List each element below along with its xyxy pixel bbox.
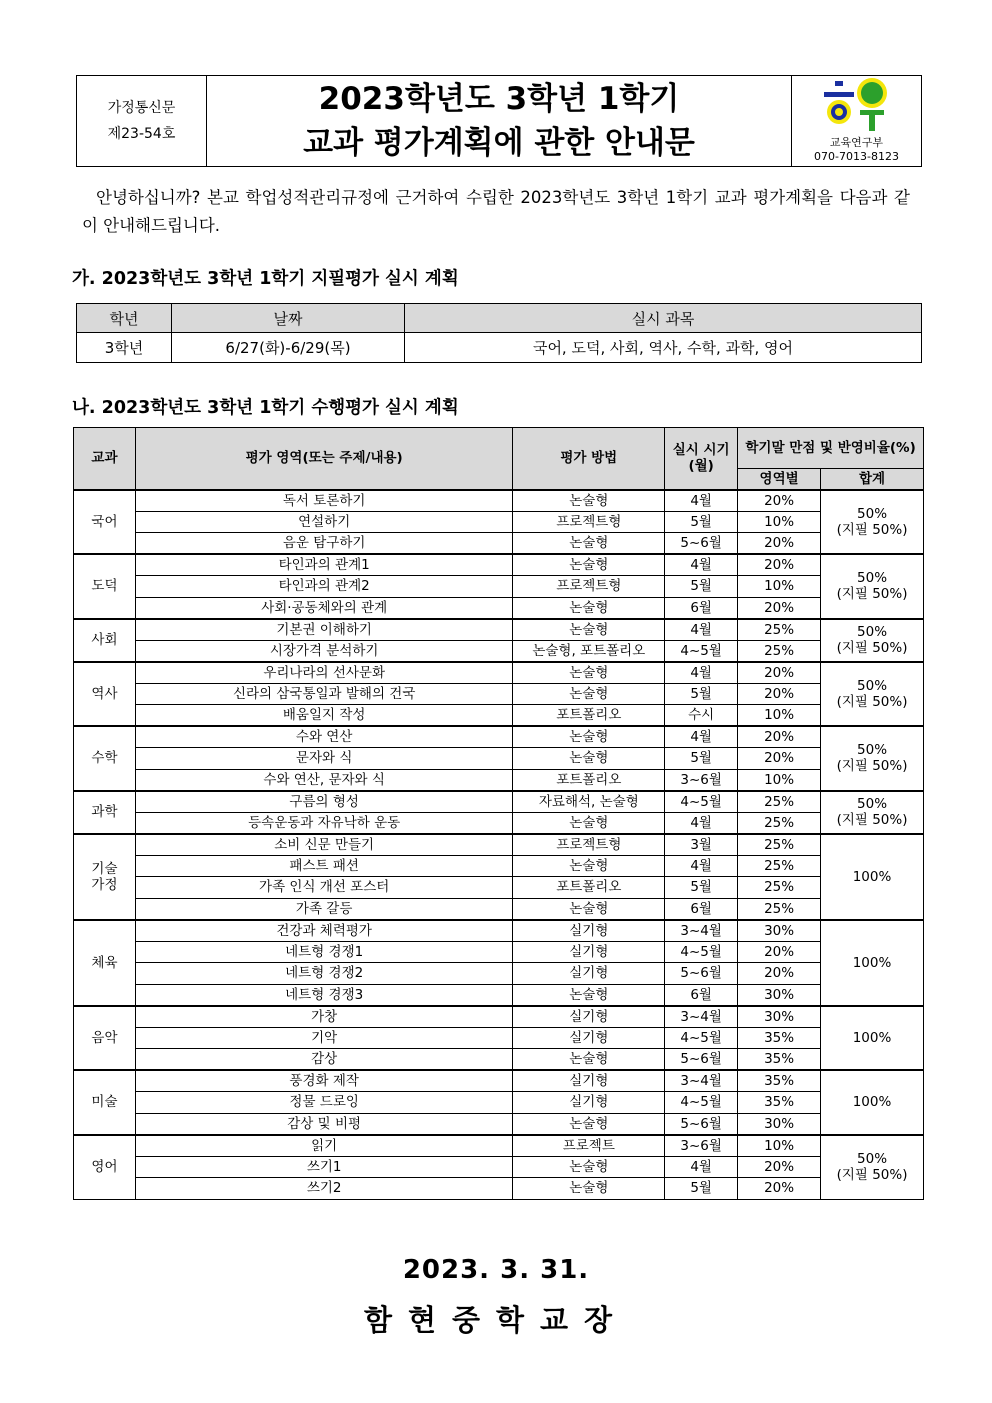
total-cell: [821, 791, 924, 834]
percent-cell: 20%: [738, 533, 821, 555]
area-cell: 네트형 경쟁3: [135, 984, 512, 1006]
column-header: 실시 과목: [405, 304, 922, 333]
area-cell: 기본권 이해하기: [135, 619, 512, 641]
total-cell: [821, 1006, 924, 1071]
total-note: (지필 50%): [836, 758, 908, 775]
total-value: 50%: [857, 624, 888, 640]
section-b-title: 나. 2023학년도 3학년 1학기 수행평가 실시 계획: [72, 398, 459, 418]
area-cell: 네트형 경쟁1: [135, 941, 512, 963]
page-title-line2: 교과 평가계획에 관한 안내문: [303, 125, 695, 161]
subject-name-cell: 과학: [74, 791, 136, 834]
percent-cell: 20%: [738, 597, 821, 619]
subjects-cell: 국어, 도덕, 사회, 역사, 수학, 과학, 영어: [405, 333, 922, 363]
method-cell: 논술형: [513, 748, 665, 770]
method-cell: 논술형: [513, 726, 665, 748]
subject-group: [74, 834, 924, 920]
area-cell: 가창: [135, 1006, 512, 1028]
newsletter-label: 가정통신문: [107, 100, 176, 116]
method-cell: 논술형: [513, 984, 665, 1006]
table-row: [74, 683, 924, 705]
method-cell: 논술형: [513, 683, 665, 705]
method-cell: 프로젝트형: [513, 576, 665, 598]
method-cell: 포트폴리오: [513, 877, 665, 899]
grade-cell: 3학년: [77, 333, 172, 363]
principal-signature: 함현중학교장: [363, 1303, 629, 1337]
total-cell: [821, 1135, 924, 1200]
table-row: [74, 963, 924, 985]
intro-paragraph: 안녕하십니까? 본교 학업성적관리규정에 근거하여 수립한 2023학년도 3학년 1학기 교과 평가계획을 다음과 같이 안내해드립니다.: [82, 188, 910, 235]
total-cell: [821, 726, 924, 791]
method-cell: 실기형: [513, 1092, 665, 1114]
percent-cell: 10%: [738, 769, 821, 791]
method-cell: 실기형: [513, 963, 665, 985]
page-title-line1: 2023학년도 3학년 1학기: [318, 81, 680, 117]
percent-cell: 20%: [738, 662, 821, 684]
area-cell: 쓰기2: [135, 1178, 512, 1200]
column-header: 학년: [77, 304, 172, 333]
method-cell: 실기형: [513, 1027, 665, 1049]
area-cell: 타인과의 관계2: [135, 576, 512, 598]
period-cell: 5월: [665, 877, 738, 899]
area-cell: 문자와 식: [135, 748, 512, 770]
table-row: [74, 597, 924, 619]
total-value: 100%: [852, 1094, 892, 1111]
percent-cell: 30%: [738, 1113, 821, 1135]
method-cell: 논술형: [513, 898, 665, 920]
table-row: [74, 726, 924, 748]
subject-group: [74, 619, 924, 662]
total-note: (지필 50%): [836, 1167, 908, 1183]
method-cell: 논술형: [513, 662, 665, 684]
period-cell: 4월: [665, 662, 738, 684]
percent-cell: 25%: [738, 812, 821, 834]
method-cell: 자료해석, 논술형: [513, 791, 665, 813]
area-cell: 사회·공동체와의 관계: [135, 597, 512, 619]
percent-cell: 10%: [738, 705, 821, 727]
subject-group: [74, 1135, 924, 1200]
subject-group: [74, 490, 924, 555]
subject-name-cell: 역사: [74, 662, 136, 727]
table-row: [74, 533, 924, 555]
area-cell: 감상: [135, 1049, 512, 1071]
total-value: 50%: [857, 742, 888, 759]
area-cell: 등속운동과 자유낙하 운동: [135, 812, 512, 834]
period-cell: 4~5월: [665, 791, 738, 813]
period-cell: 5~6월: [665, 963, 738, 985]
area-cell: 연설하기: [135, 511, 512, 533]
percent-cell: 30%: [738, 920, 821, 942]
percent-cell: 25%: [738, 855, 821, 877]
total-value: 50%: [857, 677, 888, 694]
table-row: [74, 920, 924, 942]
subject-group: [74, 1070, 924, 1135]
period-cell: 4월: [665, 490, 738, 512]
total-note: (지필 50%): [836, 693, 908, 710]
percent-cell: 25%: [738, 898, 821, 920]
period-cell: 5월: [665, 511, 738, 533]
total-cell: [821, 662, 924, 727]
area-cell: 음운 탐구하기: [135, 533, 512, 555]
written-exam-table: [76, 303, 922, 363]
percent-cell: 35%: [738, 1049, 821, 1071]
percent-cell: 35%: [738, 1092, 821, 1114]
table-row: [74, 554, 924, 576]
section-a-title: 가. 2023학년도 3학년 1학기 지필평가 실시 계획: [72, 269, 459, 289]
method-cell: 논술형: [513, 1178, 665, 1200]
percent-cell: 25%: [738, 834, 821, 856]
percent-cell: 20%: [738, 490, 821, 512]
subject-name-cell: 기술 가정: [74, 834, 136, 920]
subject-name-cell: 도덕: [74, 554, 136, 619]
header-title-cell: [207, 76, 791, 166]
method-cell: 실기형: [513, 920, 665, 942]
table-row: [74, 511, 924, 533]
period-cell: 6월: [665, 984, 738, 1006]
subject-group: [74, 662, 924, 727]
percent-cell: 10%: [738, 511, 821, 533]
column-header-period: 실시 시기 (월): [665, 428, 738, 490]
subject-group: [74, 1006, 924, 1071]
school-logo-icon: [822, 76, 892, 134]
column-header-per-area: 영역별: [738, 468, 821, 489]
subject-name-cell: 사회: [74, 619, 136, 662]
table-row: [77, 333, 922, 363]
table-row: [74, 898, 924, 920]
period-cell: 5월: [665, 683, 738, 705]
method-cell: 실기형: [513, 1006, 665, 1028]
area-cell: 풍경화 제작: [135, 1070, 512, 1092]
area-cell: 신라의 삼국통일과 발해의 건국: [135, 683, 512, 705]
table-row: [74, 877, 924, 899]
method-cell: 논술형: [513, 1113, 665, 1135]
percent-cell: 20%: [738, 748, 821, 770]
method-cell: 논술형: [513, 490, 665, 512]
area-cell: 타인과의 관계1: [135, 554, 512, 576]
department-phone: 070-7013-8123: [814, 150, 899, 163]
method-cell: 논술형: [513, 597, 665, 619]
period-cell: 5월: [665, 1178, 738, 1200]
period-cell: 5~6월: [665, 1113, 738, 1135]
period-cell: 5~6월: [665, 533, 738, 555]
subject-group: [74, 791, 924, 834]
total-note: (지필 50%): [836, 812, 908, 828]
total-value: 100%: [852, 868, 892, 885]
area-cell: 쓰기1: [135, 1156, 512, 1178]
table-row: [74, 812, 924, 834]
percent-cell: 20%: [738, 941, 821, 963]
area-cell: 가족 인식 개선 포스터: [135, 877, 512, 899]
period-cell: 3~4월: [665, 1070, 738, 1092]
issue-date: 2023. 3. 31.: [402, 1255, 590, 1285]
period-cell: 4월: [665, 619, 738, 641]
percent-cell: 35%: [738, 1027, 821, 1049]
period-cell: 5월: [665, 748, 738, 770]
subject-group: [74, 726, 924, 791]
subject-name-cell: 국어: [74, 490, 136, 555]
method-cell: 포트폴리오: [513, 769, 665, 791]
method-cell: 논술형: [513, 1156, 665, 1178]
percent-cell: 10%: [738, 576, 821, 598]
percent-cell: 25%: [738, 791, 821, 813]
area-cell: 가족 갈등: [135, 898, 512, 920]
issue-number: 제23-54호: [107, 126, 176, 142]
table-row: [74, 941, 924, 963]
table-row: [74, 1135, 924, 1157]
percent-cell: 20%: [738, 963, 821, 985]
percent-cell: 20%: [738, 683, 821, 705]
percent-cell: 20%: [738, 554, 821, 576]
method-cell: 실기형: [513, 1070, 665, 1092]
total-cell: [821, 554, 924, 619]
percent-cell: 30%: [738, 1006, 821, 1028]
table-row: [74, 1070, 924, 1092]
column-header-area: 평가 영역(또는 주제/내용): [135, 428, 512, 490]
period-cell: 4~5월: [665, 640, 738, 662]
area-cell: 정물 드로잉: [135, 1092, 512, 1114]
table-row: [74, 1178, 924, 1200]
table-row: [74, 662, 924, 684]
total-value: 50%: [857, 505, 888, 522]
total-note: (지필 50%): [836, 586, 908, 603]
percent-cell: 25%: [738, 619, 821, 641]
period-cell: 수시: [665, 705, 738, 727]
area-cell: 구름의 형성: [135, 791, 512, 813]
header-left-cell: [77, 76, 207, 166]
date-cell: 6/27(화)-6/29(목): [172, 333, 405, 363]
method-cell: 논술형: [513, 619, 665, 641]
total-cell: [821, 619, 924, 662]
method-cell: 논술형: [513, 1049, 665, 1071]
total-value: 50%: [857, 570, 888, 587]
subject-group: [74, 554, 924, 619]
period-cell: 4월: [665, 554, 738, 576]
total-note: (지필 50%): [836, 640, 908, 656]
method-cell: 프로젝트: [513, 1135, 665, 1157]
column-header-subject: 교과: [74, 428, 136, 490]
table-row: [74, 1156, 924, 1178]
percent-cell: 20%: [738, 726, 821, 748]
subject-name-cell: 음악: [74, 1006, 136, 1071]
percent-cell: 20%: [738, 1156, 821, 1178]
period-cell: 3~6월: [665, 769, 738, 791]
total-value: 50%: [857, 796, 888, 812]
period-cell: 4월: [665, 812, 738, 834]
table-row: [74, 619, 924, 641]
area-cell: 우리나라의 선사문화: [135, 662, 512, 684]
total-cell: [821, 490, 924, 555]
period-cell: 5~6월: [665, 1049, 738, 1071]
table-row: [74, 834, 924, 856]
total-value: 100%: [852, 1029, 892, 1046]
percent-cell: 35%: [738, 1070, 821, 1092]
method-cell: 포트폴리오: [513, 705, 665, 727]
area-cell: 수와 연산: [135, 726, 512, 748]
area-cell: 건강과 체력평가: [135, 920, 512, 942]
percent-cell: 25%: [738, 877, 821, 899]
department-name: 교육연구부: [829, 136, 884, 149]
area-cell: 감상 및 비평: [135, 1113, 512, 1135]
total-cell: [821, 1070, 924, 1135]
subject-name-cell: 영어: [74, 1135, 136, 1200]
period-cell: 3~4월: [665, 920, 738, 942]
period-cell: 4월: [665, 1156, 738, 1178]
table-row: [74, 791, 924, 813]
period-cell: 4월: [665, 855, 738, 877]
area-cell: 배움일지 작성: [135, 705, 512, 727]
total-value: 50%: [857, 1151, 888, 1167]
method-cell: 논술형: [513, 533, 665, 555]
period-cell: 6월: [665, 597, 738, 619]
column-header-total: 합계: [821, 468, 924, 489]
table-row: [74, 1049, 924, 1071]
table-row: [74, 1113, 924, 1135]
method-cell: 논술형: [513, 855, 665, 877]
table-row: [74, 705, 924, 727]
table-row: [74, 855, 924, 877]
table-row: [74, 984, 924, 1006]
subject-name-cell: 체육: [74, 920, 136, 1006]
percent-cell: 10%: [738, 1135, 821, 1157]
method-cell: 프로젝트형: [513, 834, 665, 856]
area-cell: 기악: [135, 1027, 512, 1049]
header-right-cell: [791, 76, 921, 166]
table-row: [74, 1006, 924, 1028]
total-value: 100%: [852, 954, 892, 971]
period-cell: 3월: [665, 834, 738, 856]
period-cell: 4~5월: [665, 941, 738, 963]
table-row: [74, 748, 924, 770]
area-cell: 네트형 경쟁2: [135, 963, 512, 985]
period-cell: 4~5월: [665, 1092, 738, 1114]
percent-cell: 25%: [738, 640, 821, 662]
table-row: [74, 640, 924, 662]
period-cell: 6월: [665, 898, 738, 920]
period-cell: 3~4월: [665, 1006, 738, 1028]
method-cell: 프로젝트형: [513, 511, 665, 533]
method-cell: 논술형: [513, 554, 665, 576]
column-header-ratio: 학기말 만점 및 반영비율(%): [738, 428, 924, 469]
area-cell: 소비 신문 만들기: [135, 834, 512, 856]
period-cell: 4월: [665, 726, 738, 748]
period-cell: 4~5월: [665, 1027, 738, 1049]
table-row: [74, 769, 924, 791]
performance-assessment-table: [73, 427, 924, 1200]
total-cell: [821, 834, 924, 920]
table-row: [74, 1027, 924, 1049]
total-cell: [821, 920, 924, 1006]
area-cell: 패스트 패션: [135, 855, 512, 877]
column-header: 날짜: [172, 304, 405, 333]
total-note: (지필 50%): [836, 521, 908, 538]
area-cell: 수와 연산, 문자와 식: [135, 769, 512, 791]
method-cell: 논술형, 포트폴리오: [513, 640, 665, 662]
subject-name-cell: 수학: [74, 726, 136, 791]
area-cell: 읽기: [135, 1135, 512, 1157]
table-row: [74, 576, 924, 598]
method-cell: 논술형: [513, 812, 665, 834]
table-row: [74, 490, 924, 512]
percent-cell: 20%: [738, 1178, 821, 1200]
area-cell: 독서 토론하기: [135, 490, 512, 512]
column-header-method: 평가 방법: [513, 428, 665, 490]
period-cell: 5월: [665, 576, 738, 598]
period-cell: 3~6월: [665, 1135, 738, 1157]
method-cell: 실기형: [513, 941, 665, 963]
table-header-row: [77, 304, 922, 333]
letter-header: [76, 75, 922, 167]
area-cell: 시장가격 분석하기: [135, 640, 512, 662]
table-row: [74, 1092, 924, 1114]
subject-group: [74, 920, 924, 1006]
subject-name-cell: 미술: [74, 1070, 136, 1135]
percent-cell: 30%: [738, 984, 821, 1006]
